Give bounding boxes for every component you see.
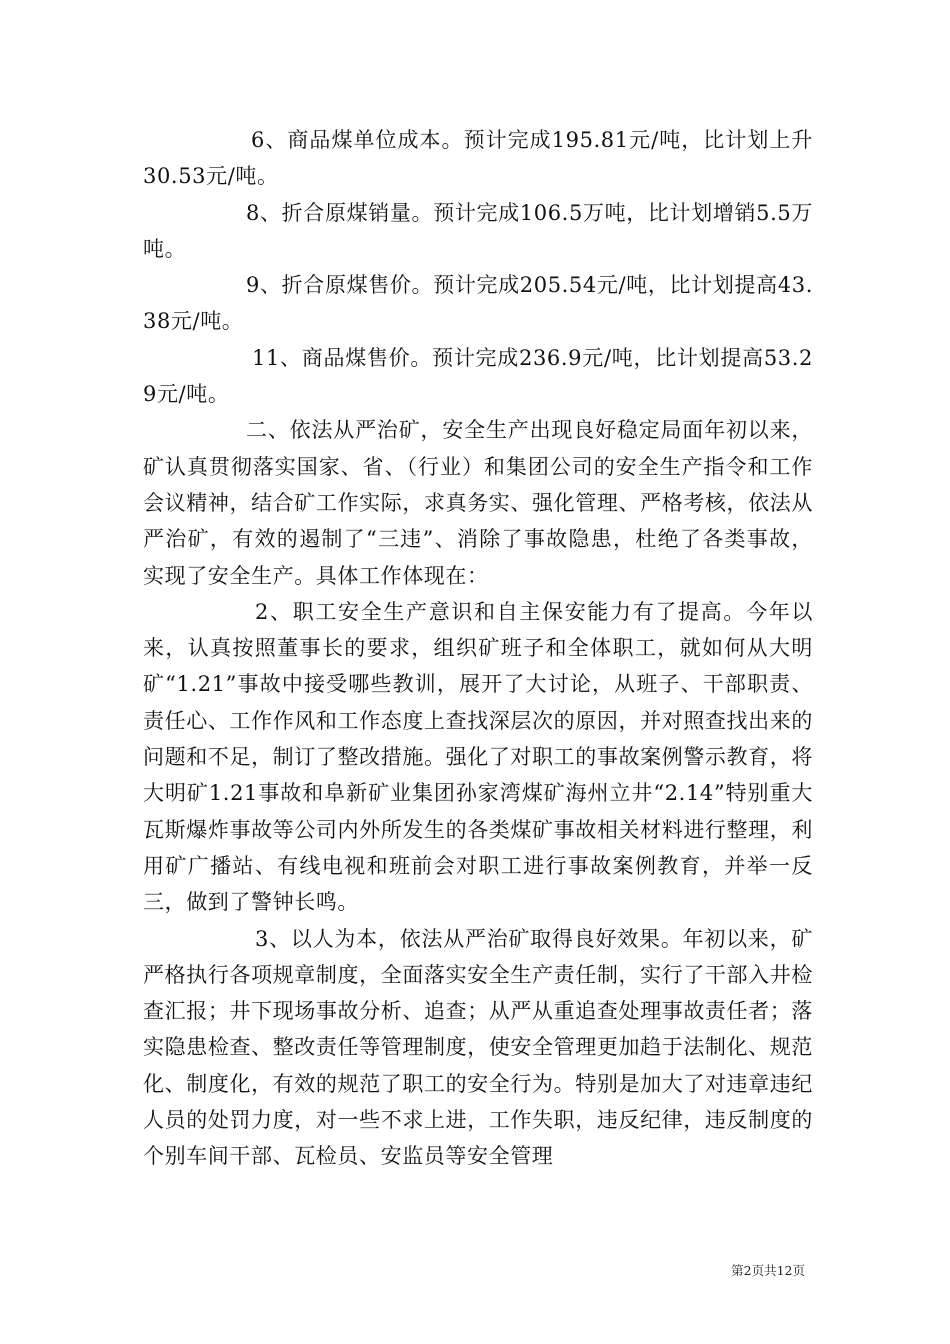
paragraph-section-two-safety: 二、依法从严治矿，安全生产出现良好稳定局面年初以来，矿认真贯彻落实国家、省、（行业）和集团公司的安全生产指令和工作会议精神，结合矿工作实际，求真务实、强化管理、严格考核，依法从严治矿，有效的遏制了“三违”、消除了事故隐患，杜绝了各类事故，实现了安全生产。具体工作体现在： (143, 418, 813, 588)
page-number-footer: 第2页共12页 (731, 1263, 805, 1278)
paragraph-commodity-coal-unit-cost: 6、商品煤单位成本。预计完成195.81元/吨，比计划上升30.53元/吨。 (143, 128, 813, 189)
paragraph-commodity-coal-price: 11、商品煤售价。预计完成236.9元/吨，比计划提高53.29元/吨。 (143, 345, 813, 407)
paragraph-raw-coal-sales-volume: 8、折合原煤销量。预计完成106.5万吨，比计划增销5.5万吨。 (143, 200, 813, 261)
paragraph-people-oriented: 3、以人为本，依法从严治矿取得良好效果。年初以来，矿严格执行各项规章制度，全面落实安全生产责任制，实行了干部入井检查汇报；井下现场事故分析、追查；从严从重追查处理事故责任者；落实隐患检查、整改责任等管理制度，使安全管理更加趋于法制化、规范化、制度化，有效的规范了职工的安全行为。特别是加大了对违章违纪人员的处罚力度，对一些不求上进，工作失职，违反纪律，违反制度的个别车间干部、瓦检员、安监员等安全管理 (143, 926, 813, 1169)
paragraph-raw-coal-price: 9、折合原煤售价。预计完成205.54元/吨，比计划提高43.38元/吨。 (143, 273, 813, 334)
paragraph-safety-awareness: 2、职工安全生产意识和自主保安能力有了提高。今年以来，认真按照董事长的要求，组织矿班子和全体职工，就如何从大明矿“1.21”事故中接受哪些教训，展开了大讨论，从班子、干部职责、责任心、工作作风和工作态度上查找深层次的原因，并对照查找出来的问题和不足，制订了整改措施。强化了对职工的事故案例警示教育，将大明矿1.21事故和阜新矿业集团孙家湾煤矿海州立井“2.14”特别重大瓦斯爆炸事故等公司内外所发生的各类煤矿事故相关材料进行整理，利用矿广播站、有线电视和班前会对职工进行事故案例教育，并举一反三，做到了警钟长鸣。 (143, 599, 813, 915)
document-body (143, 122, 813, 1175)
